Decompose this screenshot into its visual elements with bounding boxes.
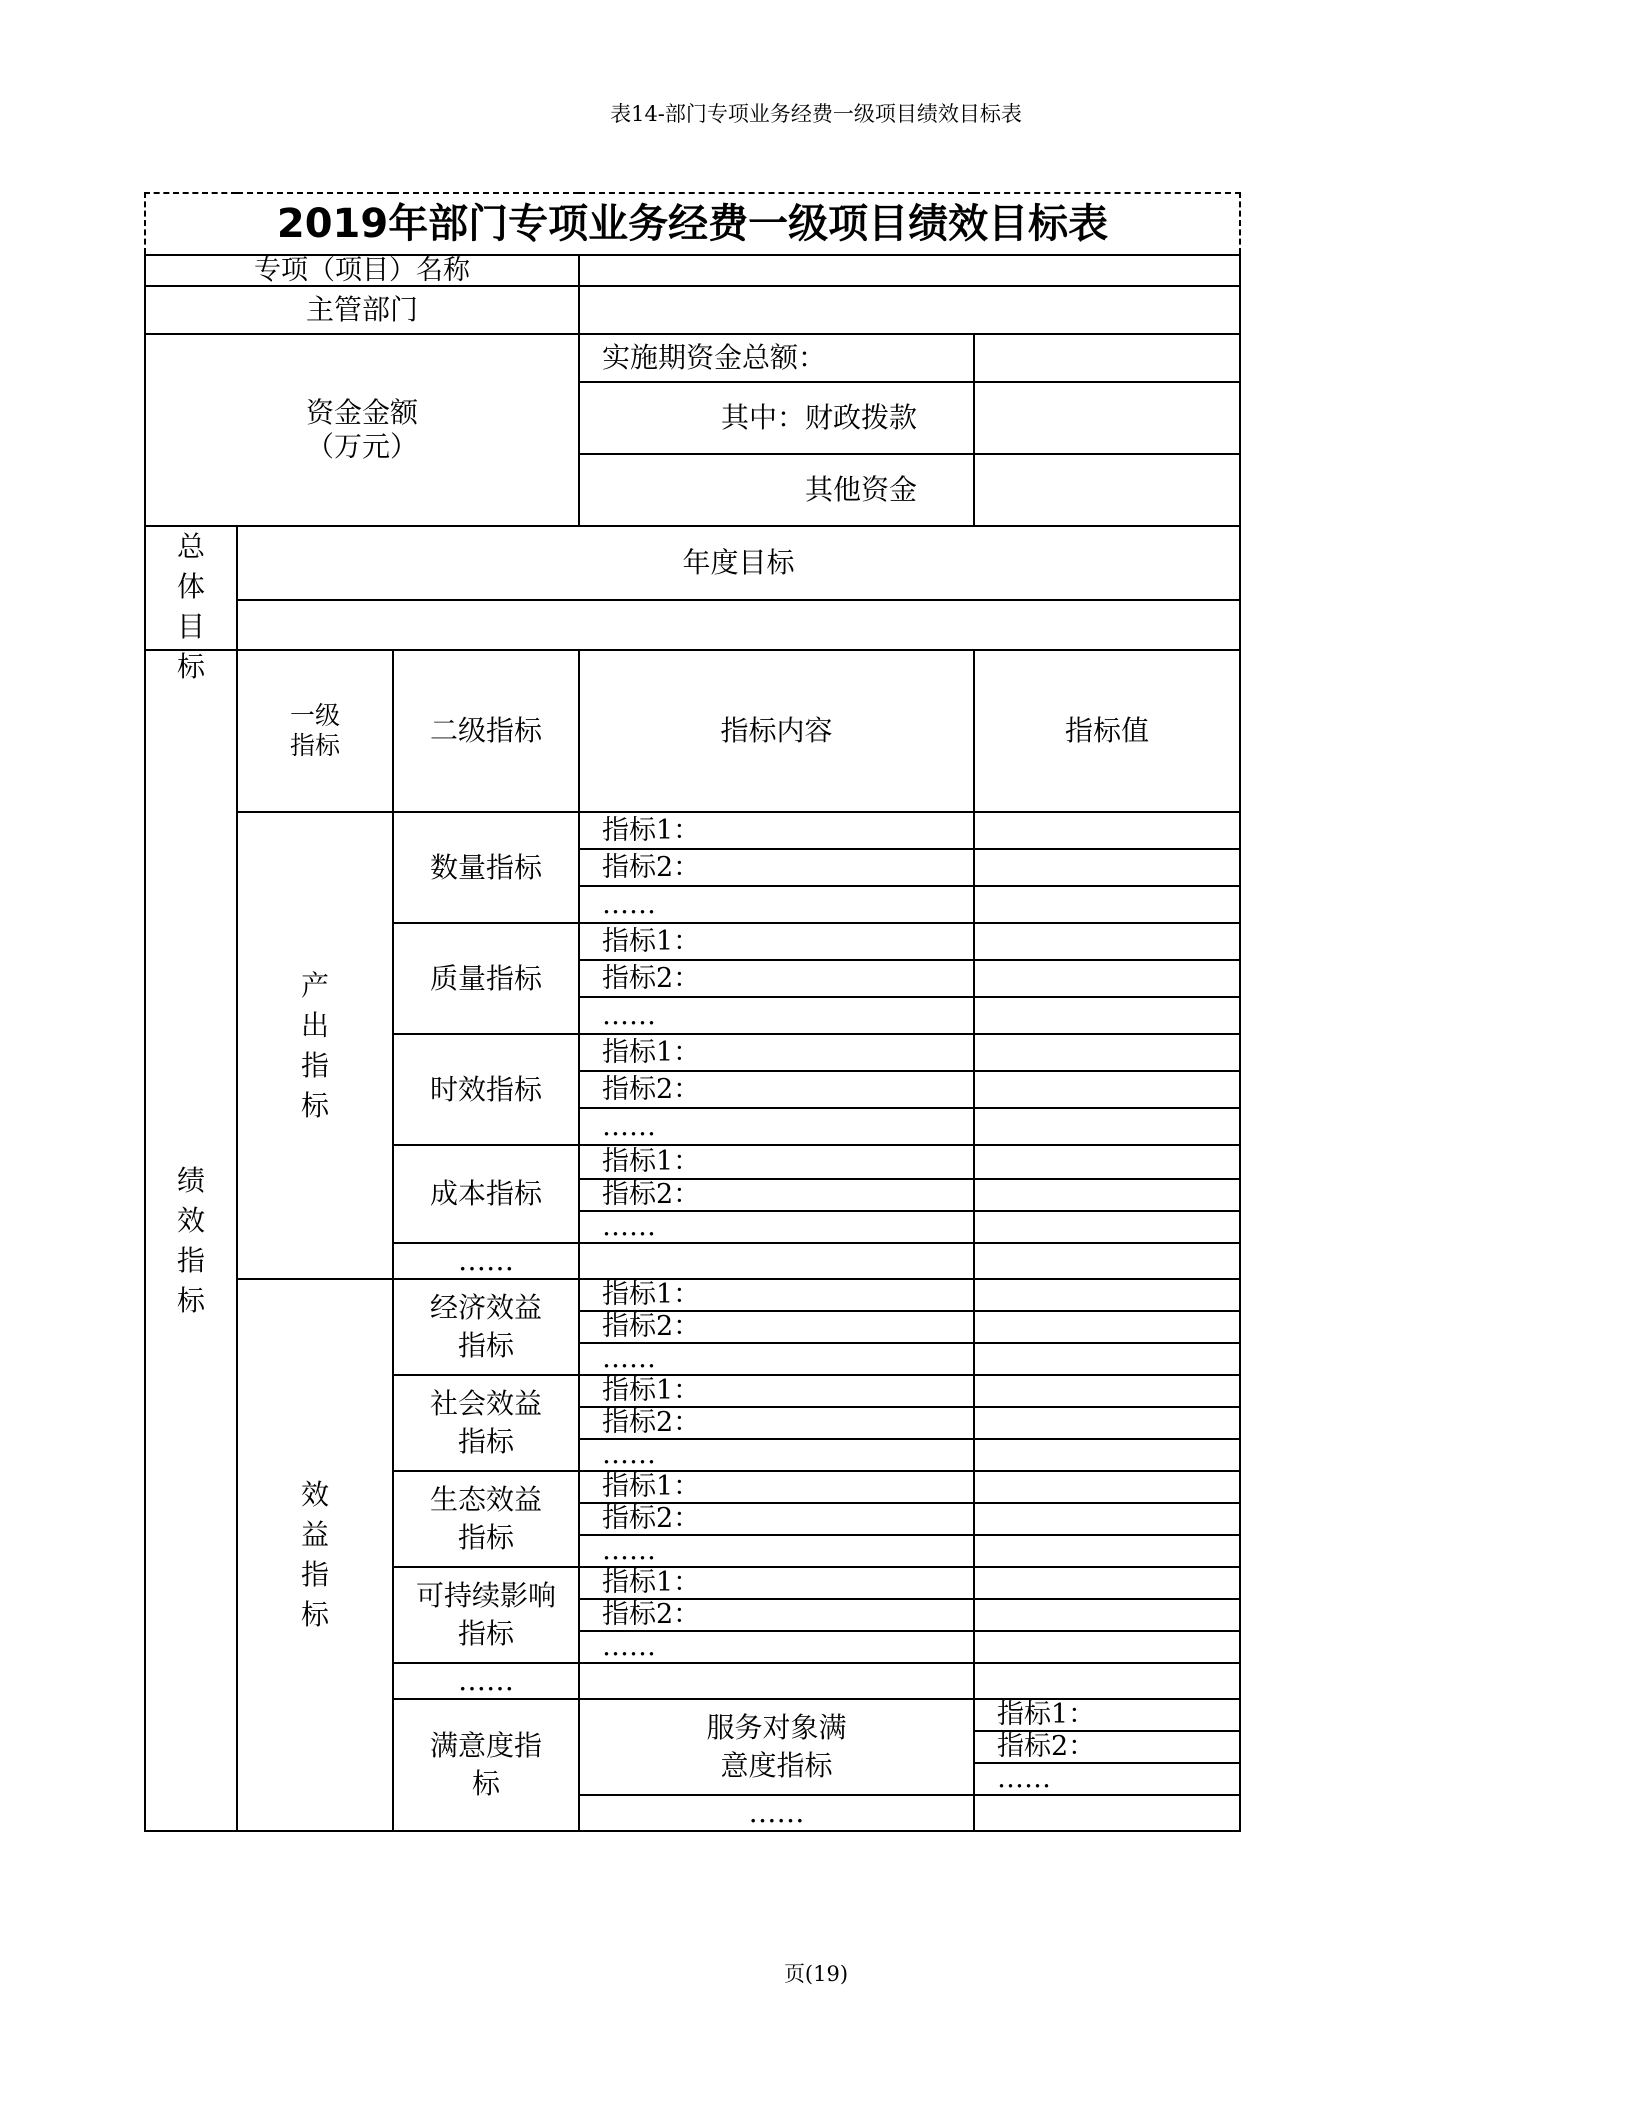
indicator-content-cell[interactable]: 指标1： (579, 1279, 974, 1311)
funds-label-line2: （万元） (305, 430, 418, 463)
total-funds-label: 实施期资金总额： (579, 334, 974, 382)
indicator-value-cell[interactable] (974, 812, 1240, 849)
indicator-content-cell[interactable]: 指标2： (579, 849, 974, 886)
overall-goal-label (145, 526, 237, 683)
indicator-content-cell[interactable]: …… (579, 997, 974, 1034)
col-value-header: 指标值 (974, 650, 1240, 812)
page-footer: 页(19) (783, 1962, 849, 1986)
total-funds-value[interactable] (974, 334, 1240, 382)
indicator-value-cell[interactable] (974, 886, 1240, 923)
service-satisfaction-text: 服务对象满意度指标 (706, 1711, 847, 1782)
indicator-value-cell[interactable] (974, 1179, 1240, 1211)
indicator-value-cell[interactable] (974, 1471, 1240, 1503)
indicator-value-cell[interactable] (974, 1279, 1240, 1311)
output-indicator-label (237, 812, 393, 1279)
funds-label-line1: 资金金额 (305, 396, 418, 429)
output-more-label: …… (393, 1243, 579, 1279)
overall-goal-label-text: 总体目标 (176, 530, 205, 683)
indicator-content-cell[interactable]: …… (974, 1763, 1240, 1795)
fiscal-funds-label: 其中：财政拨款 (579, 382, 974, 454)
indicator-content-cell[interactable]: …… (579, 1211, 974, 1243)
output-indicator-text: 产出指标 (300, 968, 329, 1122)
cost-indicator-label: 成本指标 (393, 1145, 579, 1243)
indicator-value-cell[interactable] (974, 1145, 1240, 1179)
social-benefit-label (393, 1375, 579, 1471)
other-funds-value[interactable] (974, 454, 1240, 526)
perf-indicator-label-text: 绩效指标 (176, 1163, 205, 1317)
timeliness-indicator-label: 时效指标 (393, 1034, 579, 1145)
indicator-value-cell[interactable] (974, 1535, 1240, 1567)
indicator-value-cell[interactable] (974, 1375, 1240, 1407)
indicator-value-cell[interactable] (974, 1663, 1240, 1699)
indicator-content-cell[interactable]: …… (579, 1343, 974, 1375)
econ-benefit-text: 经济效益指标 (429, 1291, 542, 1362)
indicator-content-cell[interactable]: 指标2： (579, 1071, 974, 1108)
col-level2-header: 二级指标 (393, 650, 579, 812)
dept-label: 主管部门 (145, 286, 579, 334)
indicator-value-cell[interactable] (974, 997, 1240, 1034)
indicator-content-cell[interactable]: 指标1： (579, 812, 974, 849)
indicator-value-cell[interactable] (974, 1599, 1240, 1631)
indicator-value-cell[interactable] (974, 1311, 1240, 1343)
indicator-value-cell[interactable] (974, 1211, 1240, 1243)
indicator-content-cell[interactable]: …… (579, 1631, 974, 1663)
dept-value[interactable] (579, 286, 1240, 334)
indicator-value-cell[interactable] (974, 1567, 1240, 1599)
quantity-indicator-label: 数量指标 (393, 812, 579, 923)
annual-goal-label: 年度目标 (237, 526, 1240, 600)
indicator-content-cell[interactable]: 指标2： (579, 1179, 974, 1211)
annual-goal-value[interactable] (237, 600, 1240, 650)
service-satisfaction-label (579, 1699, 974, 1795)
sustain-impact-label (393, 1567, 579, 1663)
indicator-content-cell[interactable]: 指标2： (579, 1599, 974, 1631)
indicator-content-cell[interactable]: …… (579, 1439, 974, 1471)
col-content-header: 指标内容 (579, 650, 974, 812)
eco-benefit-label (393, 1471, 579, 1567)
col-level1-header (237, 650, 393, 812)
indicator-content-cell[interactable]: 指标1： (579, 1471, 974, 1503)
indicator-content-cell[interactable]: 指标1： (974, 1699, 1240, 1731)
indicator-content-cell[interactable]: 指标1： (579, 1567, 974, 1599)
indicator-content-cell[interactable] (974, 1795, 1240, 1831)
quality-indicator-label: 质量指标 (393, 923, 579, 1034)
indicator-content-cell[interactable]: 指标1： (579, 1145, 974, 1179)
indicator-value-cell[interactable] (974, 1631, 1240, 1663)
page-header: 表14-部门专项业务经费一级项目绩效目标表 (610, 102, 1022, 126)
satisfaction-indicator-label (393, 1699, 579, 1831)
indicator-value-cell[interactable] (974, 1343, 1240, 1375)
indicator-value-cell[interactable] (974, 1071, 1240, 1108)
benefit-more-label: …… (393, 1663, 579, 1699)
indicator-value-cell[interactable] (974, 1503, 1240, 1535)
project-name-value[interactable] (579, 255, 1240, 286)
indicator-content-cell[interactable] (579, 1243, 974, 1279)
fiscal-funds-value[interactable] (974, 382, 1240, 454)
indicator-content-cell[interactable]: …… (579, 886, 974, 923)
indicator-content-cell[interactable]: 指标2： (974, 1731, 1240, 1763)
form-title: 2019年部门专项业务经费一级项目绩效目标表 (145, 193, 1240, 255)
funds-label (145, 334, 579, 526)
indicator-value-cell[interactable] (974, 1243, 1240, 1279)
indicator-value-cell[interactable] (974, 1034, 1240, 1071)
indicator-content-cell[interactable]: 指标2： (579, 1407, 974, 1439)
benefit-indicator-text: 效益指标 (300, 1478, 329, 1631)
indicator-value-cell[interactable] (974, 1439, 1240, 1471)
indicator-content-cell[interactable]: …… (579, 1108, 974, 1145)
indicator-value-cell[interactable] (974, 849, 1240, 886)
indicator-value-cell[interactable] (974, 923, 1240, 960)
indicator-content-cell[interactable]: 指标1： (579, 923, 974, 960)
indicator-value-cell[interactable] (974, 960, 1240, 997)
col-level1-text: 一级指标 (289, 701, 340, 760)
social-benefit-text: 社会效益指标 (429, 1387, 542, 1458)
other-funds-label: 其他资金 (579, 454, 974, 526)
performance-target-table (144, 192, 1241, 1832)
sustain-impact-text: 可持续影响指标 (415, 1579, 556, 1650)
indicator-value-cell[interactable] (974, 1407, 1240, 1439)
indicator-content-cell[interactable] (579, 1663, 974, 1699)
project-name-label: 专项（项目）名称 (145, 255, 579, 286)
econ-benefit-label (393, 1279, 579, 1375)
indicator-content-cell[interactable]: 指标2： (579, 1503, 974, 1535)
satisfaction-more-label: …… (579, 1795, 974, 1831)
benefit-indicator-label (237, 1279, 393, 1831)
indicator-content-cell[interactable]: 指标1： (579, 1375, 974, 1407)
indicator-value-cell[interactable] (974, 1108, 1240, 1145)
perf-indicator-label (145, 650, 237, 1831)
indicator-content-cell[interactable]: 指标2： (579, 1311, 974, 1343)
satisfaction-indicator-text: 满意度指标 (429, 1729, 542, 1800)
eco-benefit-text: 生态效益指标 (429, 1483, 542, 1554)
indicator-content-cell[interactable]: 指标2： (579, 960, 974, 997)
indicator-content-cell[interactable]: …… (579, 1535, 974, 1567)
indicator-content-cell[interactable]: 指标1： (579, 1034, 974, 1071)
